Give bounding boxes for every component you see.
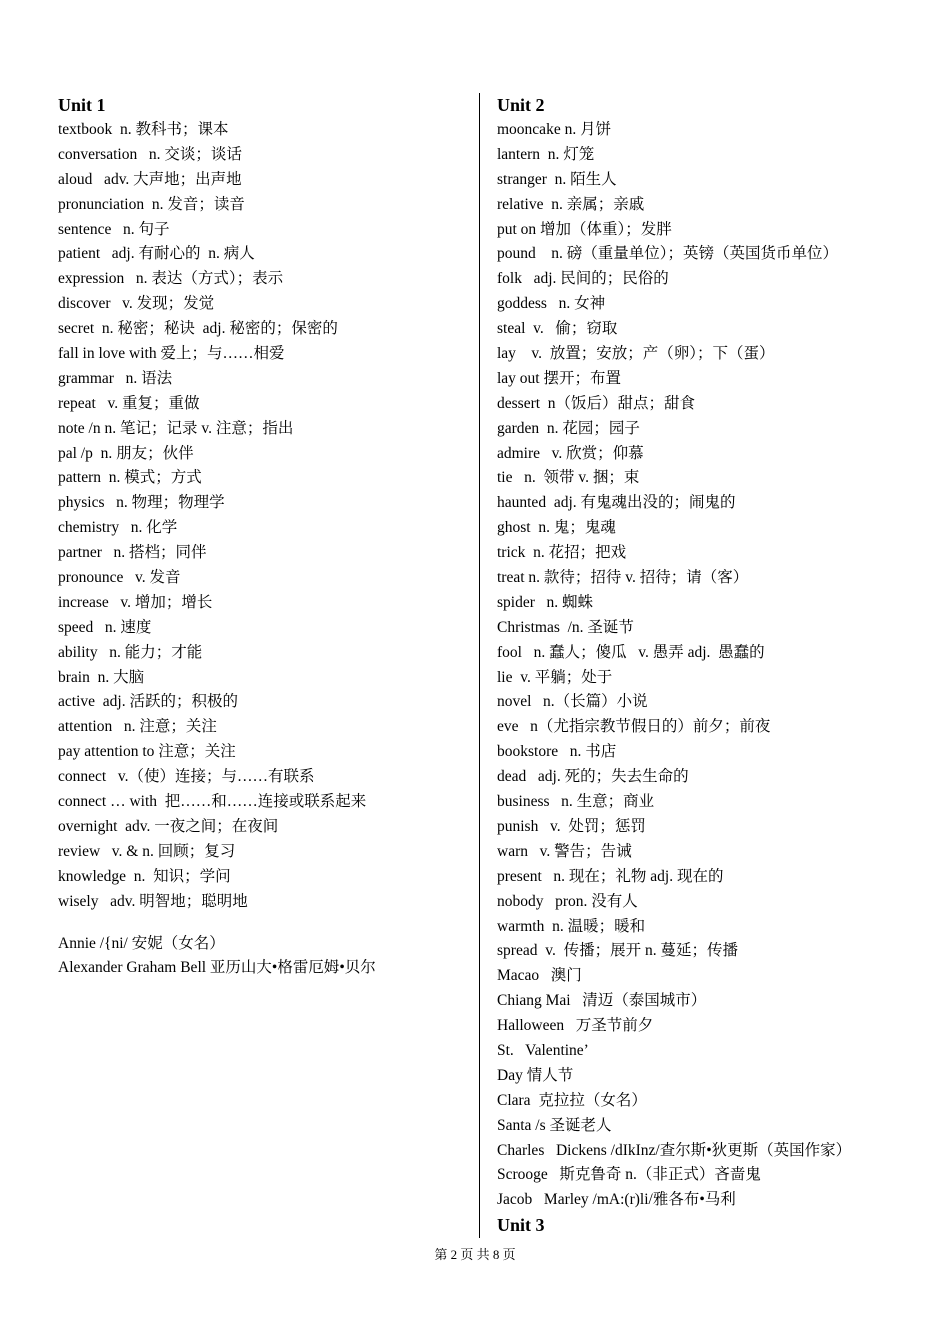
- vocab-entry: attention n. 注意；关注: [58, 718, 217, 736]
- vocab-entry: brain n. 大脑: [58, 668, 145, 686]
- vocab-entry: pronunciation n. 发音；读音: [58, 195, 245, 213]
- vocab-entry: ghost n. 鬼；鬼魂: [497, 519, 616, 537]
- vocab-entry: dead adj. 死的；失去生命的: [497, 768, 689, 786]
- vocab-entry: warn v. 警告；告诫: [497, 842, 632, 860]
- vocab-entry: haunted adj. 有鬼魂出没的；闹鬼的: [497, 494, 736, 512]
- vocab-entry: connect … with 把……和……连接或联系起来: [58, 793, 367, 811]
- unit-1-names-list: [58, 932, 463, 982]
- vocab-entry: St. Valentine’: [497, 1041, 589, 1059]
- vocab-entry: conversation n. 交谈；谈话: [58, 145, 242, 163]
- vocab-entry: Clara 克拉拉（女名）: [497, 1091, 647, 1109]
- vocab-entry: treat n. 款待；招待 v. 招待；请（客）: [497, 569, 749, 587]
- vocab-entry: folk adj. 民间的；民俗的: [497, 270, 669, 288]
- vocab-entry: fall in love with 爱上；与……相爱: [58, 345, 285, 363]
- vocab-entry: lantern n. 灯笼: [497, 145, 595, 163]
- vocab-entry: active adj. 活跃的；积极的: [58, 693, 238, 711]
- vocab-entry: Chiang Mai 清迈（泰国城市）: [497, 992, 707, 1010]
- vocab-entry: chemistry n. 化学: [58, 519, 178, 537]
- vocab-entry: overnight adv. 一夜之间；在夜间: [58, 817, 279, 835]
- section-gap: [58, 915, 463, 932]
- unit-3-title: Unit 3: [497, 1215, 545, 1236]
- vocab-entry: pound n. 磅（重量单位）；英镑（英国货币单位）: [497, 245, 839, 263]
- vocab-entry: speed n. 速度: [58, 618, 152, 636]
- vocab-entry: trick n. 花招；把戏: [497, 544, 627, 562]
- vocab-entry: pattern n. 模式；方式: [58, 469, 202, 487]
- vocab-entry: sentence n. 句子: [58, 220, 170, 238]
- vocab-entry: knowledge n. 知识；学问: [58, 867, 231, 885]
- vocab-entry: tie n. 领带 v. 捆；束: [497, 469, 640, 487]
- vocab-entry: connect v.（使）连接；与……有联系: [58, 768, 315, 786]
- vocab-entry: Jacob Marley /mA:(r)li/雅各布•马利: [497, 1191, 736, 1209]
- vocab-entry: admire v. 欣赏；仰慕: [497, 444, 644, 462]
- name-entry: Alexander Graham Bell 亚历山大•格雷厄姆•贝尔: [58, 959, 376, 977]
- vocab-entry: fool n. 蠢人；傻瓜 v. 愚弄 adj. 愚蠢的: [497, 643, 765, 661]
- unit-2-vocab-list: [497, 118, 937, 1213]
- vocab-entry: lay out 摆开；布置: [497, 369, 621, 387]
- vocab-entry: present n. 现在；礼物 adj. 现在的: [497, 867, 724, 885]
- vocab-entry: pay attention to 注意；关注: [58, 743, 236, 761]
- vocab-entry: wisely adv. 明智地；聪明地: [58, 892, 248, 910]
- vocab-entry: aloud adv. 大声地；出声地: [58, 170, 242, 188]
- vocab-entry: textbook n. 教科书；课本: [58, 121, 229, 138]
- vocab-entry: Charles Dickens /dIkInz/查尔斯•狄更斯（英国作家）: [497, 1141, 852, 1159]
- vocab-entry: eve n（尤指宗教节假日的）前夕；前夜: [497, 718, 771, 736]
- vocab-entry: grammar n. 语法: [58, 369, 173, 387]
- vocab-entry: nobody pron. 没有人: [497, 892, 638, 910]
- vocab-entry: increase v. 增加；增长: [58, 593, 213, 611]
- vocab-entry: Scrooge 斯克鲁奇 n.（非正式）吝啬鬼: [497, 1166, 761, 1184]
- vocab-entry: dessert n（饭后）甜点；甜食: [497, 394, 696, 412]
- vocab-entry: Santa /s 圣诞老人: [497, 1116, 612, 1134]
- vocab-entry: mooncake n. 月饼: [497, 121, 612, 138]
- vocab-entry: Halloween 万圣节前夕: [497, 1017, 654, 1035]
- vocab-entry: lie v. 平躺；处于: [497, 668, 613, 686]
- vocab-entry: ability n. 能力；才能: [58, 643, 203, 661]
- vocab-entry: spread v. 传播；展开 n. 蔓延；传播: [497, 942, 738, 960]
- vocab-entry: steal v. 偷；窃取: [497, 320, 618, 338]
- vocab-entry: business n. 生意；商业: [497, 793, 655, 811]
- vocab-entry: patient adj. 有耐心的 n. 病人: [58, 245, 255, 263]
- vocab-entry: physics n. 物理；物理学: [58, 494, 225, 512]
- vocab-entry: garden n. 花园；园子: [497, 419, 640, 437]
- right-column: [497, 93, 937, 1238]
- vocab-entry: expression n. 表达（方式）；表示: [58, 270, 284, 288]
- vocab-entry: pal /p n. 朋友；伙伴: [58, 444, 194, 462]
- vocab-entry: punish v. 处罚；惩罚: [497, 817, 646, 835]
- vocab-entry: secret n. 秘密；秘诀 adj. 秘密的；保密的: [58, 320, 338, 338]
- unit-1-title: Unit 1: [58, 95, 106, 115]
- unit-2-title: Unit 2: [497, 95, 545, 115]
- vocab-entry: bookstore n. 书店: [497, 743, 617, 761]
- left-column: [58, 93, 463, 981]
- name-entry: Annie /{ni/ 安妮（女名）: [58, 934, 225, 952]
- vocab-entry: partner n. 搭档；同伴: [58, 544, 207, 562]
- vocab-entry: put on 增加（体重）；发胖: [497, 220, 672, 238]
- vocab-entry: lay v. 放置；安放；产（卵）；下（蛋）: [497, 345, 775, 363]
- vocab-entry: stranger n. 陌生人: [497, 170, 617, 188]
- vocab-entry: Day 情人节: [497, 1066, 574, 1084]
- vocab-entry: review v. & n. 回顾；复习: [58, 842, 236, 860]
- page-footer: 第 2 页 共 8 页: [434, 1247, 516, 1262]
- column-divider: [479, 93, 480, 1238]
- vocab-entry: Christmas /n. 圣诞节: [497, 618, 634, 636]
- vocab-entry: relative n. 亲属；亲戚: [497, 195, 645, 213]
- vocab-entry: novel n.（长篇）小说: [497, 693, 648, 711]
- vocab-entry: repeat v. 重复；重做: [58, 394, 200, 412]
- unit-1-vocab-list: [58, 118, 463, 915]
- vocab-entry: discover v. 发现；发觉: [58, 295, 215, 313]
- vocab-entry: pronounce v. 发音: [58, 569, 181, 587]
- vocab-entry: goddess n. 女神: [497, 295, 606, 313]
- vocab-entry: note /n n. 笔记；记录 v. 注意；指出: [58, 419, 294, 437]
- vocab-entry: spider n. 蜘蛛: [497, 593, 594, 611]
- vocab-entry: warmth n. 温暖；暖和: [497, 917, 646, 935]
- vocab-entry: Macao 澳门: [497, 967, 582, 985]
